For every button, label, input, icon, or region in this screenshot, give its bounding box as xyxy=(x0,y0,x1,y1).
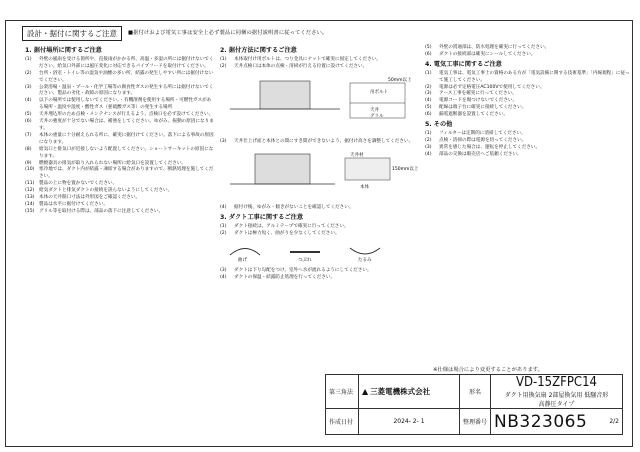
note-item-text: 給気ダクトと排気ダクトの接続を誤らないようにしてください。 xyxy=(39,188,173,194)
note-item xyxy=(220,275,420,282)
note-item-number: (15) xyxy=(25,208,35,214)
note-item-number: (3) xyxy=(220,267,227,273)
ceiling-install-diagram xyxy=(220,73,410,133)
note-item-number: (2) xyxy=(425,137,432,143)
section-1-items xyxy=(25,57,215,216)
note-item xyxy=(220,64,420,71)
model-label: 形名 xyxy=(460,375,491,409)
note-item-number: (3) xyxy=(25,84,32,90)
note-item-number: (6) xyxy=(25,119,32,125)
note-item-text: 外壁の貫通部は、防水処理を確実に行ってください。 xyxy=(439,45,550,50)
page-title: 設計・据付に関するご注意 xyxy=(22,26,122,41)
document-number: NB323065 xyxy=(494,411,588,432)
note-item-text: 製品の上に物を置かないでください。 xyxy=(39,181,118,187)
note-item-text: ダクト接続は、アルミテープで確実に行ってください。 xyxy=(234,224,349,230)
note-item-text: 給気口と排気口が近接しないよう配置してください。ショートサーキットの原因になります。 xyxy=(39,146,214,159)
note-item-text: 以下の場所では使用しないでください。・有機溶剤を使用する場所・可燃性ガスがある場所・温度や湿度・酸性ガス（亜硫酸ガス等）の発生する場所 xyxy=(39,98,212,111)
note-item-text: 据付け後、ゆがみ・傾きがないことを確認してください。 xyxy=(234,205,354,211)
note-item xyxy=(220,268,420,275)
note-item xyxy=(220,139,420,146)
note-item-text: 公衆浴場・温泉・プール・化学工場等の腐食性ガスの発生する所には据付けないでください。製品の劣化・故障の原因になります。 xyxy=(39,84,214,97)
note-item-number: (2) xyxy=(425,84,432,90)
note-item-number: (4) xyxy=(25,98,32,104)
note-item xyxy=(425,71,630,85)
note-item-text: 本体の重量に十分耐えられる所に、確実に据付けてください。落下による事故の原因になります。 xyxy=(39,132,214,145)
note-item-text: 配線は端子台に確実に接続してください。 xyxy=(439,105,527,111)
model-desc-1: ダクト用換気扇 2部屋換気用 低騒音形 xyxy=(504,392,609,399)
note-item-number: (13) xyxy=(25,195,35,201)
section-heading-2: 2. 据付方法に関するご注意 xyxy=(220,47,297,54)
note-item xyxy=(425,52,630,59)
diag1-label-3: 50mm以上 xyxy=(388,77,412,83)
model-desc-2: 高静圧タイプ xyxy=(538,401,575,408)
note-item-number: (14) xyxy=(25,201,35,207)
note-item-number: (4) xyxy=(220,274,227,280)
note-item-number: (2) xyxy=(220,231,227,237)
section-2-items xyxy=(220,57,420,71)
column-3 xyxy=(425,45,630,159)
note-item-number: (1) xyxy=(220,56,227,62)
note-item-number: (6) xyxy=(425,112,432,118)
note-item-number: (1) xyxy=(220,224,227,230)
diag1-label-2: グリル xyxy=(370,113,384,119)
mitsubishi-logo-icon: ▲ xyxy=(362,387,369,396)
note-item xyxy=(25,57,215,71)
note-item xyxy=(25,133,215,147)
note-item xyxy=(25,167,215,181)
section-3-cont-items xyxy=(425,45,630,59)
note-item xyxy=(425,131,630,138)
note-item-text: ダクトは極力短く、曲がりを少なくしてください。 xyxy=(234,231,340,237)
company-name: 三菱電機株式会社 xyxy=(370,387,431,396)
note-item-text: 本体の天井開口寸法は外形図をご確認ください。 xyxy=(39,195,141,201)
date-value: 2024- 2- 1 xyxy=(359,409,460,435)
note-item-text: 天井の強度が十分でない場合は、補強をしてください。ゆがみ、振動の原因になります。 xyxy=(39,119,214,131)
note-item-number: (5) xyxy=(425,45,432,50)
note-item-number: (12) xyxy=(25,188,35,194)
note-item xyxy=(25,188,215,195)
note-item-number: (6) xyxy=(425,51,432,57)
note-item xyxy=(25,98,215,112)
note-item xyxy=(25,71,215,85)
note-item-number: (5) xyxy=(425,105,432,111)
note-item-number: (5) xyxy=(25,112,32,118)
note-item-number: (11) xyxy=(25,181,35,187)
note-item xyxy=(220,205,420,212)
note-item-text: 天井埋込形のため点検・メンテナンスが行えるよう、点検口を必ず設けてください。 xyxy=(39,112,214,118)
section-heading-5: 5. その他 xyxy=(425,121,453,129)
note-item-text: ダクトの接続部は確実にシールしてください。 xyxy=(439,51,536,57)
note-item-text: ダクトは下り勾配をつけ、室外へ水が流れるようにしてください。 xyxy=(234,267,372,273)
note-item-text: 外壁の風雨を受ける箇所や、直接雨がかかる所、高温・多湿の所には据付けないでください。給気口外部には風圧変化に対応できるパイプフードを取付けてください。 xyxy=(39,56,214,69)
note-item-number: (4) xyxy=(425,98,432,104)
diag3-label-1: つぶれ xyxy=(298,258,312,264)
note-item-text: 漏電遮断器を設置してください。 xyxy=(439,112,508,118)
note-item-number: (3) xyxy=(425,91,432,97)
diag2-label-0: 天井材 xyxy=(350,152,364,158)
note-item-text: 電源コードを傷つけないでください。 xyxy=(439,98,518,104)
note-item-text: 本体取付け用ボルトは、つり金具にナットで確実に固定してください。 xyxy=(234,56,381,62)
docno-label: 整理番号 xyxy=(460,409,491,435)
diag2-label-2: 150mm以上 xyxy=(392,166,419,172)
note-item-number: (3) xyxy=(220,138,227,144)
model-cell xyxy=(491,375,623,409)
note-item-text: 点検・清掃の際は電源を切ってください。 xyxy=(439,137,527,143)
title-block xyxy=(325,374,623,435)
note-item-text: 天井点検口は本体の点検・清掃が行える位置に設けてください。 xyxy=(234,63,368,69)
note-item xyxy=(425,45,630,52)
note-item-text: 異常を感じた場合は、運転を停止してください。 xyxy=(439,144,541,150)
model-number: VD-15ZFPC14 xyxy=(516,375,597,390)
note-item-text: フィルターは定期的に清掃してください。 xyxy=(439,130,526,136)
note-item-number: (1) xyxy=(425,70,432,76)
note-item-number: (10) xyxy=(25,167,35,173)
ceiling-detail-diagram xyxy=(220,148,419,200)
note-item xyxy=(25,209,215,216)
note-item-text: グリル等を取付ける際は、部品の落下に注意してください。 xyxy=(39,208,164,214)
section-5-items xyxy=(425,131,630,159)
note-item-text: 寒冷地では、ダクト内が結露・凍結する場合がありますので、断熱処理を施してください。 xyxy=(39,167,214,180)
section-2-items-c xyxy=(220,205,420,212)
note-item-text: 製品は水平に据付けてください。 xyxy=(39,201,108,207)
unit-body-shape-2 xyxy=(255,154,310,184)
note-item xyxy=(425,138,630,145)
top-note: ■据付けおよび電気工事は安全上必ず製品に同梱の据付説明書に従ってください。 xyxy=(128,30,328,36)
spec-change-note: ※仕様は場合により変更することがあります。 xyxy=(433,367,543,373)
note-item xyxy=(25,85,215,99)
note-item-number: (1) xyxy=(425,130,432,136)
column-2 xyxy=(220,45,420,282)
note-item xyxy=(25,119,215,133)
diag3-label-0: 曲げ xyxy=(238,258,247,264)
unit-body-shape xyxy=(260,81,310,109)
note-item-text: 台所・浴室・トイレ等の湿気や油煙の多い所、結露の発生しやすい所には据付けないでください。 xyxy=(39,70,214,83)
section-heading-1: 1. 据付場所に関するご注意 xyxy=(25,47,102,54)
note-item-text: 部品の交換は販売店へご依頼ください。 xyxy=(439,151,522,157)
column-1 xyxy=(25,45,215,216)
note-item-text: ダクトの保温・結露防止処理を行ってください。 xyxy=(234,274,336,280)
bend-shape xyxy=(230,249,260,256)
sag-shape xyxy=(350,248,380,254)
section-3-items xyxy=(220,224,420,238)
section-4-items xyxy=(425,71,630,119)
note-item-text: アース工事を確実に行ってください。 xyxy=(439,91,517,97)
third-angle-label: 第三角法 xyxy=(326,375,359,409)
note-item xyxy=(25,202,215,209)
note-item-text: 電源は必ず定格電圧AC100Vで使用してください。 xyxy=(439,84,545,90)
section-3-items-b xyxy=(220,268,420,282)
note-item-number: (4) xyxy=(425,151,432,157)
note-item xyxy=(25,195,215,202)
note-item-number: (4) xyxy=(220,205,227,211)
note-item xyxy=(425,112,630,119)
note-item-text: 燃焼器具の排気が取り入れられない場所に給気口を設置してください。 xyxy=(39,160,187,166)
diag2-label-1: 本体 xyxy=(360,184,369,190)
note-item-text: 電気工事は、電気工事士の資格のある方が「電気設備に関する技術基準」「内線規程」に従って施工してください。 xyxy=(439,70,630,83)
section-heading-4: 4. 電気工事に関するご注意 xyxy=(425,60,502,68)
date-label: 作成日付 xyxy=(326,409,359,435)
note-item-number: (9) xyxy=(25,160,32,166)
note-item xyxy=(220,57,420,64)
note-item-number: (8) xyxy=(25,146,32,152)
note-item-number: (3) xyxy=(425,144,432,150)
detail-box-2 xyxy=(345,158,390,180)
note-item xyxy=(425,145,630,152)
section-heading-3: 3. ダクト工事に関するご注意 xyxy=(220,214,304,222)
section-2-items-b xyxy=(220,139,420,146)
note-item-number: (7) xyxy=(25,132,32,138)
note-item-number: (2) xyxy=(25,70,32,76)
company-cell xyxy=(359,375,460,409)
duct-bend-diagram xyxy=(220,240,410,262)
note-item xyxy=(25,147,215,161)
diag1-label-1: 天井 xyxy=(370,107,379,113)
diag3-label-2: たるみ xyxy=(358,258,372,264)
note-item-number: (2) xyxy=(220,63,227,69)
diag1-label-0: 吊ボルト xyxy=(370,89,388,95)
note-item-number: (1) xyxy=(25,56,32,62)
page-number: 2/2 xyxy=(609,417,619,425)
note-item xyxy=(425,152,630,159)
docno-cell xyxy=(491,409,623,435)
note-item xyxy=(220,231,420,238)
note-item-text: 天井仕上げ面と本体との間にすき間ができないよう、据付け高さを調整してください。 xyxy=(234,138,414,144)
